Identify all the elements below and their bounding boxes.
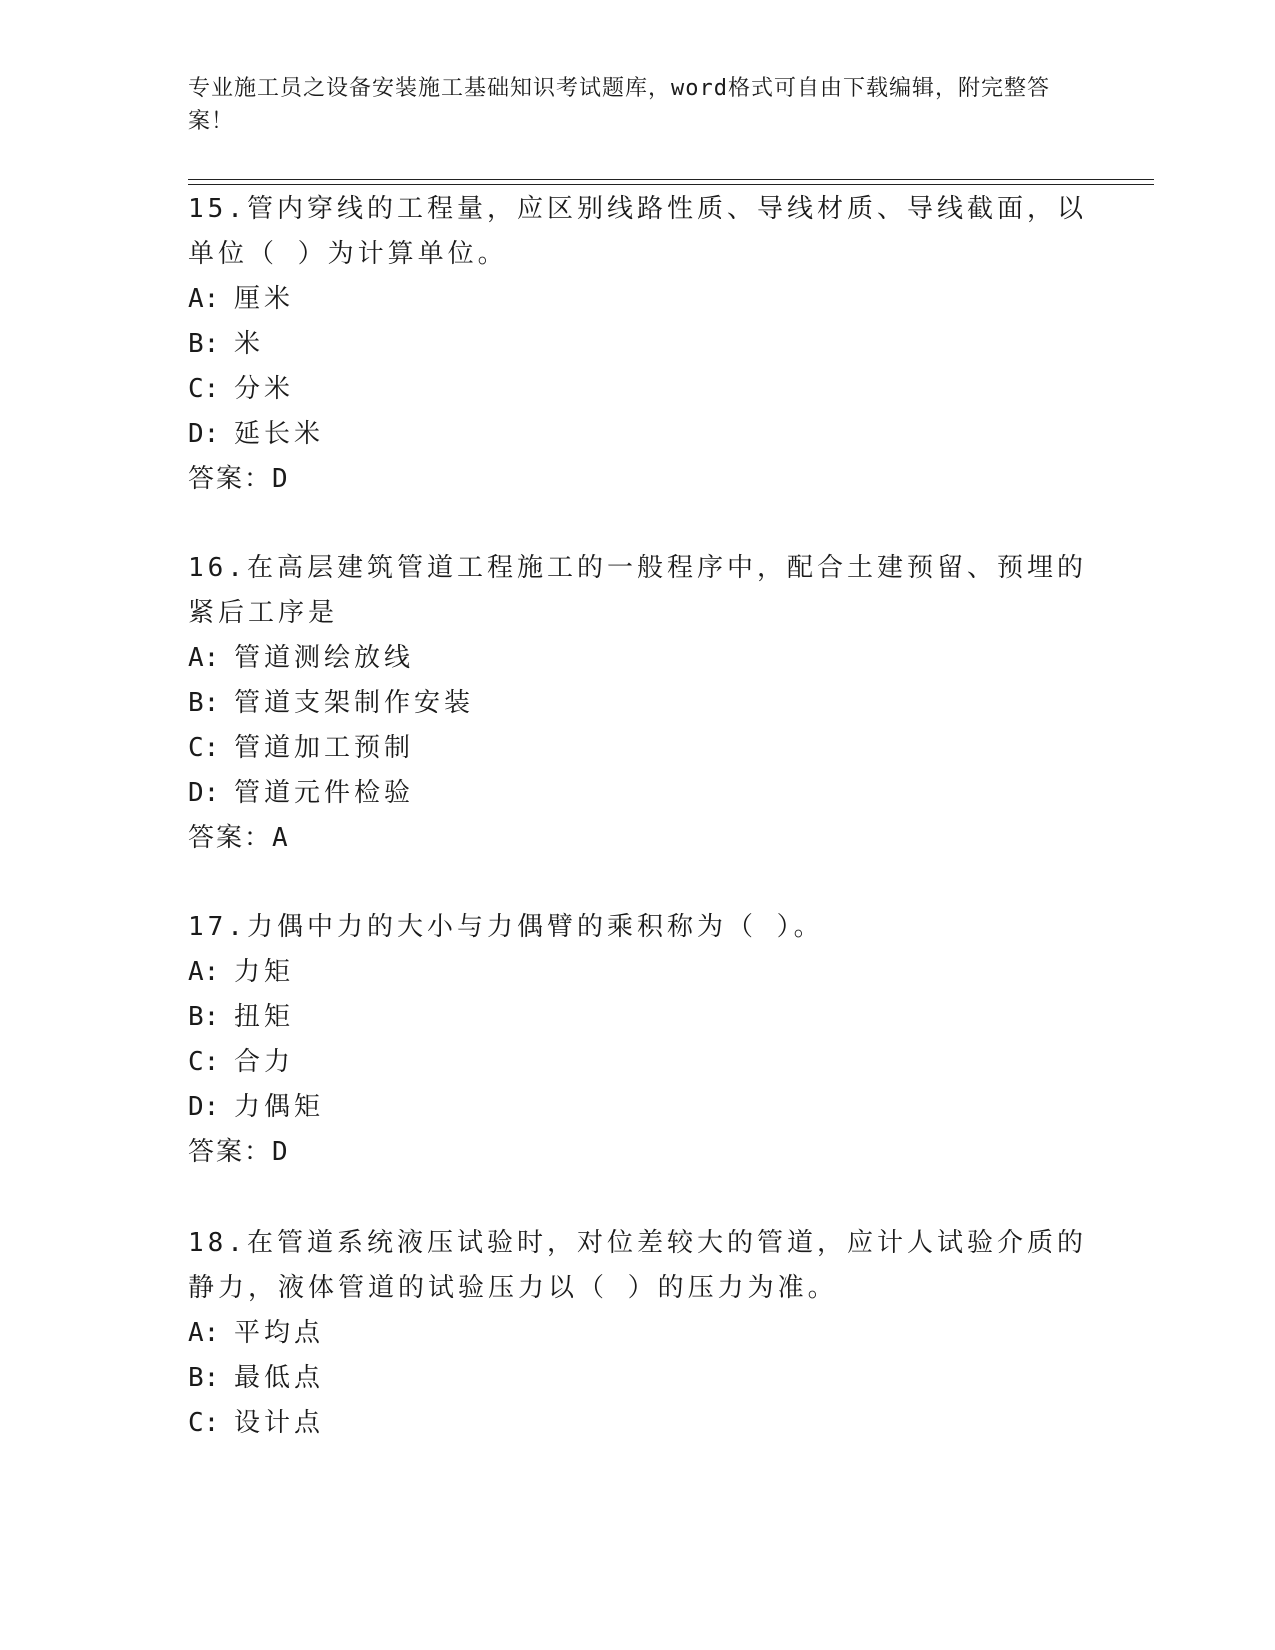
option-text: 管道支架制作安装 [234, 688, 475, 718]
option-label: B: [188, 688, 220, 718]
option-a [188, 636, 1088, 681]
option-c [188, 1040, 1088, 1085]
option-text: 厘米 [234, 284, 295, 314]
option-d [188, 771, 1088, 816]
option-d [188, 412, 1088, 457]
page-header-text: 专业施工员之设备安装施工基础知识考试题库，word格式可自由下载编辑，附完整答案！ [188, 76, 1050, 134]
option-label: D: [188, 419, 220, 449]
option-b [188, 995, 1088, 1040]
option-text: 扭矩 [234, 1002, 295, 1032]
option-label: C: [188, 1047, 220, 1077]
answer-value: D [272, 464, 290, 494]
option-c [188, 1401, 1088, 1446]
option-text: 力矩 [234, 957, 295, 987]
option-label: C: [188, 1408, 220, 1438]
option-text: 平均点 [234, 1318, 325, 1348]
question-stem: 17.力偶中力的大小与力偶臂的乘积称为（ ）。 [188, 912, 824, 942]
option-label: B: [188, 329, 220, 359]
option-a [188, 950, 1088, 995]
option-label: A: [188, 643, 220, 673]
answer-value: D [272, 1137, 290, 1167]
option-d [188, 1085, 1088, 1130]
option-text: 管道加工预制 [234, 733, 415, 763]
option-label: A: [188, 1318, 220, 1348]
option-text: 管道测绘放线 [234, 643, 415, 673]
option-text: 力偶矩 [234, 1092, 325, 1122]
option-label: B: [188, 1002, 220, 1032]
option-text: 最低点 [234, 1363, 325, 1393]
question-stem: 16.在高层建筑管道工程施工的一般程序中，配合土建预留、预埋的紧后工序是 [188, 553, 1087, 628]
option-a [188, 277, 1088, 322]
answer-prefix: 答案： [188, 1137, 273, 1167]
answer-line [188, 457, 1088, 502]
option-b [188, 1356, 1088, 1401]
question-17 [188, 905, 1088, 1175]
option-b [188, 681, 1088, 726]
question-stem: 18.在管道系统液压试验时，对位差较大的管道，应计人试验介质的静力，液体管道的试验压力以（ ）的压力为准。 [188, 1228, 1087, 1303]
option-text: 分米 [234, 374, 295, 404]
answer-prefix: 答案： [188, 464, 273, 494]
option-c [188, 726, 1088, 771]
option-label: C: [188, 733, 220, 763]
option-b [188, 322, 1088, 367]
question-15 [188, 187, 1088, 502]
option-c [188, 367, 1088, 412]
question-16 [188, 546, 1088, 861]
option-text: 设计点 [234, 1408, 325, 1438]
header-divider-bottom [188, 184, 1154, 185]
answer-line [188, 816, 1088, 861]
option-label: A: [188, 284, 220, 314]
option-text: 延长米 [234, 419, 325, 449]
header-divider-top [188, 179, 1154, 180]
option-text: 合力 [234, 1047, 295, 1077]
option-label: A: [188, 957, 220, 987]
option-text: 米 [234, 329, 265, 359]
answer-value: A [272, 823, 290, 853]
option-a [188, 1311, 1088, 1356]
option-label: D: [188, 778, 220, 808]
option-label: C: [188, 374, 220, 404]
question-stem: 15.管内穿线的工程量，应区别线路性质、导线材质、导线截面，以单位（ ）为计算单位。 [188, 194, 1087, 269]
answer-line [188, 1130, 1088, 1175]
option-label: D: [188, 1092, 220, 1122]
option-text: 管道元件检验 [234, 778, 415, 808]
option-label: B: [188, 1363, 220, 1393]
question-18 [188, 1221, 1088, 1446]
answer-prefix: 答案： [188, 823, 273, 853]
